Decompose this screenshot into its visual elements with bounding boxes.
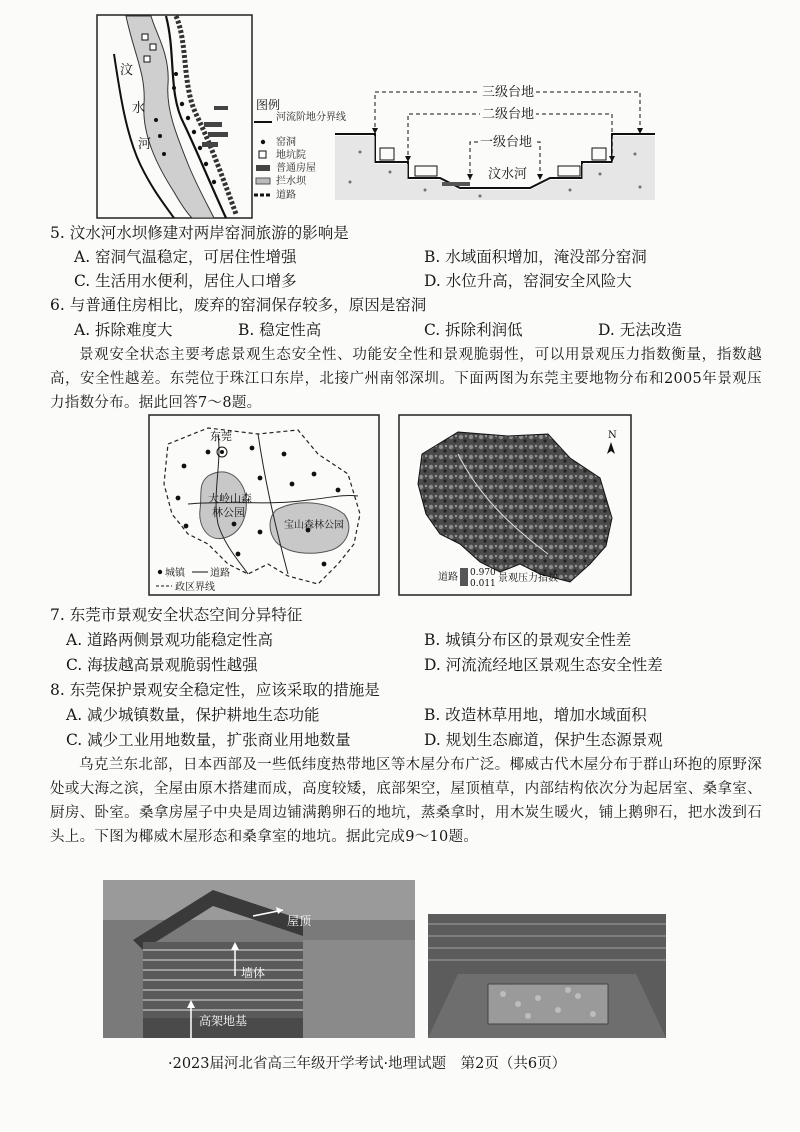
q6-option-b[interactable]: B. 稳定性高 bbox=[238, 321, 322, 339]
features-map-svg bbox=[148, 414, 380, 596]
passage-9-10: 乌克兰东北部，日本西部及一些低纬度热带地区等木屋分布广泛。椰威古代木屋分布于群山环抱的原野深处或大海之滨，全屋由原木搭建而成，高度较矮，底部架空，屋顶植草，内部结构依次分为起居室、桑拿室、厨房、卧室。桑拿房屋子中央是周边铺满鹅卵石的地坑，蒸桑拿时，用木炭生暖火，铺上鹅卵石，把水泼到石头上。下图为椰威木屋形态和桑拿室的地坑。据此完成9～10题。 bbox=[50, 757, 762, 845]
q8-option-b[interactable]: B. 改造林草用地，增加水域面积 bbox=[424, 706, 647, 724]
sauna-photo-svg bbox=[428, 914, 666, 1038]
legend-item-boundary: 河流阶地分界线 bbox=[276, 112, 346, 123]
q8-option-a[interactable]: A. 减少城镇数量，保护耕地生态功能 bbox=[66, 706, 320, 724]
q7-option-c[interactable]: C. 海拔越高景观脆弱性越强 bbox=[66, 656, 258, 674]
legend-item-dam: 拦水坝 bbox=[276, 176, 306, 187]
legend-dam-sample bbox=[256, 178, 270, 184]
pressure-map-area bbox=[418, 432, 612, 582]
legend-dot-sample bbox=[261, 140, 265, 144]
q6-option-a[interactable]: A. 拆除难度大 bbox=[74, 321, 173, 339]
legend-item-road: 道路 bbox=[276, 190, 296, 201]
legend-title: 图例 bbox=[256, 98, 281, 112]
q8-option-c[interactable]: C. 减少工业用地数量，扩张商业用地数量 bbox=[66, 731, 351, 749]
north-arrow-icon bbox=[607, 442, 615, 454]
legend-town-dot bbox=[158, 570, 162, 574]
city-marker-inner bbox=[220, 450, 224, 454]
section-house-left bbox=[415, 166, 437, 176]
q7-option-d[interactable]: D. 河流流经地区景观生态安全性差 bbox=[424, 656, 663, 674]
legend-house-sample bbox=[256, 165, 270, 171]
legend-road-label: 道路 bbox=[210, 568, 230, 579]
section-house-right bbox=[558, 166, 580, 176]
legend-item-cave: 窑洞 bbox=[276, 137, 296, 148]
legend-index-label: 景观压力指数 bbox=[498, 573, 558, 584]
q6-stem: 6. 与普通住房相比，废弃的窑洞保存较多，原因是窑洞 bbox=[50, 296, 427, 314]
legend-square-sample bbox=[259, 151, 266, 158]
terrace-section-svg bbox=[330, 62, 660, 202]
section-cave-left bbox=[380, 148, 394, 160]
q5-option-c[interactable]: C. 生活用水便利，居住人口增多 bbox=[74, 272, 297, 290]
house-wall-logs bbox=[143, 942, 303, 1018]
roof-label: 屋顶 bbox=[287, 914, 312, 928]
q8-option-d[interactable]: D. 规划生态廊道，保护生态源景观 bbox=[424, 731, 663, 749]
legend-item-pit: 地坑院 bbox=[276, 150, 306, 161]
floor-label: 高架地基 bbox=[199, 1014, 248, 1028]
terrace-section-figure bbox=[330, 62, 660, 202]
legend-town-label: 城镇 bbox=[165, 568, 185, 579]
sauna-pit-photo bbox=[428, 914, 666, 1038]
park-dalingshan-label-2: 林公园 bbox=[212, 506, 245, 519]
river-char-0: 汶 bbox=[120, 63, 134, 78]
q6-option-d[interactable]: D. 无法改造 bbox=[598, 321, 682, 339]
section-pit bbox=[442, 182, 470, 186]
river-char-2: 河 bbox=[138, 137, 152, 152]
dongguan-features-map bbox=[148, 414, 380, 596]
legend-border-label: 政区界线 bbox=[175, 582, 215, 593]
q7-option-a[interactable]: A. 道路两侧景观功能稳定性高 bbox=[66, 631, 274, 649]
admin-boundary bbox=[164, 428, 360, 584]
legend-gradient-bar bbox=[460, 568, 468, 586]
legend-road-label-right: 道路 bbox=[438, 572, 458, 583]
q6-option-c[interactable]: C. 拆除利润低 bbox=[424, 321, 523, 339]
q5-option-d[interactable]: D. 水位升高，窑洞安全风险大 bbox=[424, 272, 632, 290]
pressure-map-svg bbox=[398, 414, 632, 596]
q5-stem: 5. 汶水河水坝修建对两岸窑洞旅游的影响是 bbox=[50, 224, 349, 242]
q5-option-b[interactable]: B. 水域面积增加，淹没部分窑洞 bbox=[424, 248, 647, 266]
terrace1-label: 一级台地 bbox=[480, 135, 533, 150]
north-label: N bbox=[608, 430, 617, 441]
wooden-house-photo bbox=[103, 880, 415, 1038]
pressure-index-map bbox=[398, 414, 632, 596]
legend-item-house: 普通房屋 bbox=[276, 163, 316, 174]
q7-stem: 7. 东莞市景观安全状态空间分异特征 bbox=[50, 606, 303, 624]
house-background bbox=[303, 940, 415, 1038]
river-map-svg bbox=[96, 14, 346, 220]
q7-option-b[interactable]: B. 城镇分布区的景观安全性差 bbox=[424, 631, 632, 649]
river-label: 汶水河 bbox=[488, 167, 528, 182]
legend-high-value: 0.970 bbox=[470, 568, 496, 578]
terrace3-label: 三级台地 bbox=[482, 85, 535, 100]
terrace2-label: 二级台地 bbox=[482, 107, 535, 122]
q8-stem: 8. 东莞保护景观安全稳定性，应该采取的措施是 bbox=[50, 681, 380, 699]
ordinary-houses bbox=[202, 106, 228, 147]
city-label: 东莞 bbox=[210, 430, 232, 443]
section-cave-right bbox=[592, 148, 606, 160]
house-photo-svg bbox=[103, 880, 415, 1038]
park-dalingshan-label-1: 大岭山森 bbox=[208, 492, 252, 505]
river-char-1: 水 bbox=[132, 101, 146, 116]
q5-option-a[interactable]: A. 窑洞气温稳定，可居住性增强 bbox=[74, 248, 297, 266]
sauna-pit bbox=[488, 984, 608, 1024]
legend-low-value: 0.011 bbox=[470, 579, 496, 589]
wall-label: 墙体 bbox=[241, 966, 266, 980]
park-baoshan-label: 宝山森林公园 bbox=[284, 520, 344, 531]
river-map-figure bbox=[96, 14, 346, 220]
page-footer: ·2023届河北省高三年级开学考试·地理试题 第2页（共6页） bbox=[168, 1056, 567, 1072]
passage-7-8: 景观安全状态主要考虑景观生态安全性、功能安全性和景观脆弱性，可以用景观压力指数衡量，指数越高，安全性越差。东莞位于珠江口东岸，北接广州南邻深圳。下面两图为东莞主要地物分布和2005年景观压力指数分布。据此回答7～8题。 bbox=[50, 347, 762, 411]
